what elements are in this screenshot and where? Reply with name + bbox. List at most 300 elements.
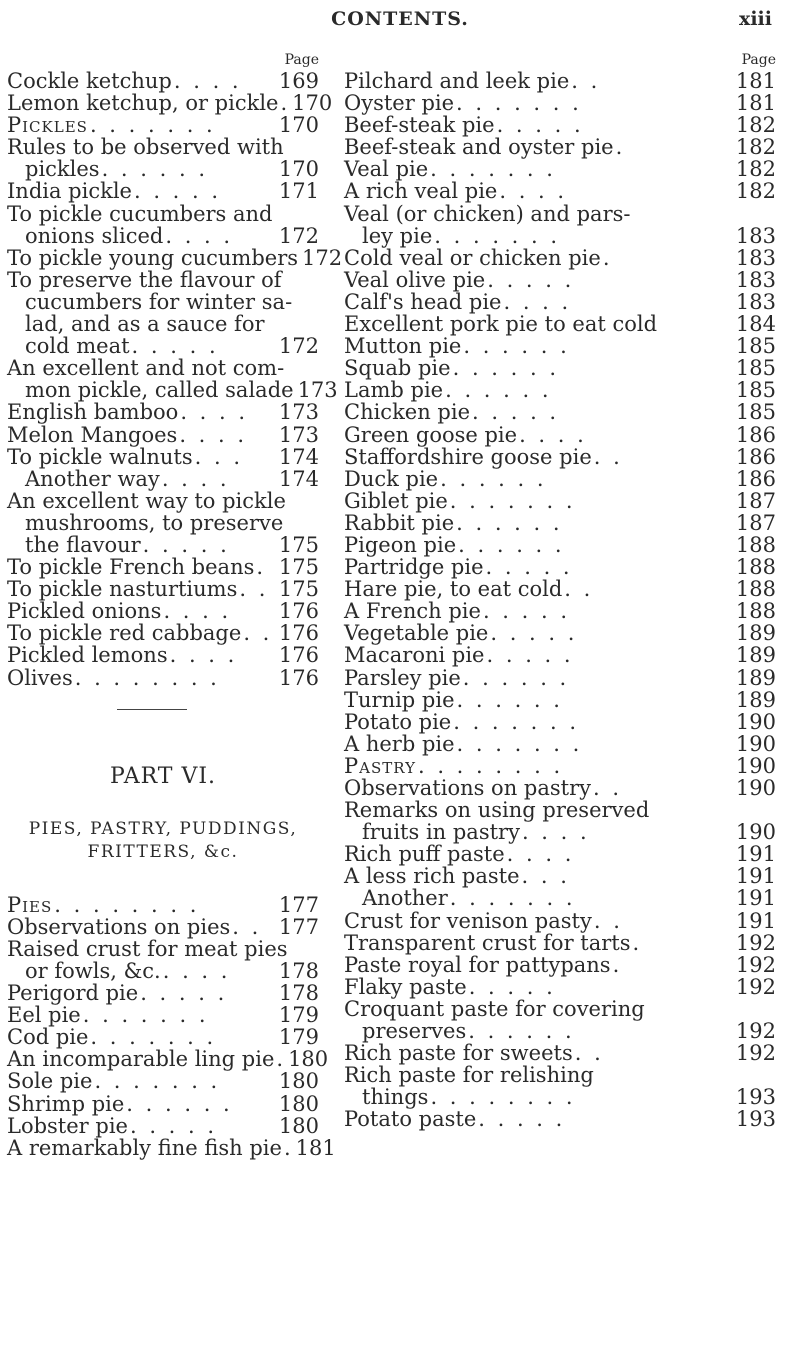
toc-entry-title: Melon Mangoes — [7, 422, 178, 447]
leader-dots: . . . — [194, 444, 244, 469]
toc-page-number: 173 — [278, 400, 319, 425]
toc-entry — [7, 401, 319, 423]
toc-entry-row — [344, 667, 776, 689]
toc-entry-row — [7, 225, 319, 247]
leader-dots: . — [632, 930, 643, 955]
toc-page-number: 177 — [278, 892, 319, 917]
toc-entry-row — [344, 1042, 776, 1064]
toc-page-number: 171 — [278, 179, 319, 204]
toc-page-number: 174 — [278, 444, 319, 469]
part-subtitle — [7, 818, 319, 864]
toc-entry-row — [344, 600, 776, 622]
toc-page-number: 190 — [735, 820, 776, 845]
toc-entry — [344, 313, 776, 335]
leader-dots: . . . . . . . — [453, 709, 580, 734]
toc-entry-row — [344, 821, 776, 843]
left-column — [7, 50, 343, 1160]
leader-dots: . . . . — [519, 422, 587, 447]
toc-entry — [344, 335, 776, 357]
toc-entry-row — [344, 910, 776, 932]
toc-entry-row — [7, 468, 319, 490]
toc-list-pies-pastry — [344, 70, 776, 1131]
toc-entry-title: Paste royal for pattypans — [344, 952, 611, 977]
toc-entry — [7, 269, 319, 357]
toc-page-number: 188 — [735, 599, 776, 624]
toc-entry — [7, 556, 319, 578]
toc-entry-row — [344, 976, 776, 998]
toc-entry-line: Raised crust for meat pies — [7, 936, 288, 961]
toc-entry — [344, 1108, 776, 1130]
toc-entry-title: Cod pie — [7, 1025, 89, 1050]
toc-entry — [7, 916, 319, 938]
toc-entry-row — [344, 424, 776, 446]
toc-entry-row — [344, 291, 776, 313]
toc-entry-row — [344, 777, 776, 799]
toc-entry — [344, 910, 776, 932]
toc-page-number: 182 — [735, 113, 776, 138]
leader-dots: . . . . — [169, 643, 238, 668]
toc-page-number: 189 — [735, 687, 776, 712]
toc-page-number: 191 — [735, 908, 776, 933]
leader-dots: . . . . . . . — [430, 157, 556, 182]
toc-entry-row — [7, 70, 319, 92]
leader-dots: . . . . . — [142, 532, 230, 557]
toc-entry — [7, 114, 319, 136]
toc-entry — [7, 982, 319, 1004]
toc-entry-row — [344, 512, 776, 534]
toc-entry-row — [344, 1086, 776, 1108]
leader-dots: . . . . . — [131, 334, 219, 359]
toc-entry-title: Sole pie — [7, 1069, 93, 1094]
toc-entry — [7, 644, 319, 666]
leader-dots: . . . . — [161, 466, 230, 491]
toc-entry-row — [344, 269, 776, 291]
toc-entry-title: Transparent crust for tarts — [344, 930, 631, 955]
toc-entry — [344, 622, 776, 644]
leader-dots: . . . . . . . — [94, 1069, 221, 1094]
toc-entry — [7, 1047, 329, 1072]
toc-entry-line: An excellent and not com- — [7, 356, 285, 381]
toc-entry-title: Mutton pie — [344, 334, 462, 359]
toc-page-number: 176 — [278, 621, 319, 646]
leader-dots: . — [612, 952, 623, 977]
toc-entry-row — [7, 335, 319, 357]
toc-entry-title: Rabbit pie — [344, 510, 455, 535]
toc-entry — [7, 1026, 319, 1048]
toc-entry-title: pickles — [25, 157, 100, 182]
leader-dots: . . . . . . . . — [417, 753, 564, 778]
toc-entry — [7, 245, 343, 270]
toc-entry — [344, 490, 776, 512]
toc-entry-row — [344, 92, 776, 114]
toc-entry-title: Pickled onions — [7, 599, 162, 624]
toc-page-number: 183 — [735, 289, 776, 314]
toc-entry-title: Olives — [7, 665, 73, 690]
toc-entry-row — [344, 843, 776, 865]
toc-page-number: 188 — [735, 555, 776, 580]
toc-entry-line: An excellent way to pickle — [7, 488, 286, 513]
toc-entry-title: Green goose pie — [344, 422, 518, 447]
page-column-heading: Page — [741, 52, 776, 68]
toc-entry-row — [344, 622, 776, 644]
toc-entry-title: Crust for venison pasty — [344, 908, 592, 933]
toc-entry-title: Partridge pie — [344, 555, 484, 580]
toc-entry — [344, 1064, 776, 1108]
toc-entry-row — [344, 70, 776, 92]
toc-entry — [7, 490, 319, 556]
toc-entry-row — [344, 556, 776, 578]
toc-entry-title: Oyster pie — [344, 91, 455, 116]
toc-entry-row — [344, 379, 776, 401]
leader-dots: . . . . . — [485, 555, 573, 580]
toc-page-number: 181 — [735, 91, 776, 116]
toc-entry — [344, 114, 776, 136]
leader-dots: . — [276, 1047, 287, 1072]
toc-entry — [344, 711, 776, 733]
toc-entry-title: or fowls, &c. — [25, 959, 161, 983]
toc-page-number: 173 — [297, 378, 338, 403]
leader-dots: . . — [232, 914, 262, 939]
toc-entry-row — [7, 982, 319, 1004]
toc-entry-line: To preserve the flavour of — [7, 267, 282, 292]
toc-entry-row — [344, 313, 776, 335]
toc-page-number: 192 — [735, 952, 776, 977]
toc-entry — [344, 1042, 776, 1064]
toc-entry-row — [344, 711, 776, 733]
toc-entry — [344, 424, 776, 446]
toc-entry-title: A herb pie — [344, 731, 455, 756]
toc-entry — [344, 644, 776, 666]
toc-entry-row — [344, 446, 776, 468]
toc-entry-row — [7, 1047, 329, 1072]
toc-page-number: 189 — [735, 621, 776, 646]
toc-page-number: 182 — [735, 135, 776, 160]
toc-entry-row — [7, 644, 319, 666]
toc-entry — [344, 799, 776, 843]
toc-entry — [344, 512, 776, 534]
leader-dots: . . . . . — [486, 643, 574, 668]
toc-page-number: 187 — [735, 488, 776, 513]
toc-entry-row — [7, 556, 319, 578]
toc-entry-title: Pickled lemons — [7, 643, 168, 668]
leader-dots: . . . . . . — [101, 157, 209, 182]
toc-entry-title: Calf's head pie — [344, 289, 502, 314]
toc-entry-row — [344, 689, 776, 711]
toc-page-number: 188 — [735, 577, 776, 602]
toc-page-number: 192 — [735, 1019, 776, 1044]
toc-entry-title: Giblet pie — [344, 488, 448, 513]
toc-entry-title: preserves — [362, 1019, 467, 1044]
toc-entry-title: Potato pie — [344, 709, 452, 734]
toc-entry-row — [344, 335, 776, 357]
toc-entry — [7, 424, 319, 446]
toc-entry-title: onions sliced — [25, 223, 164, 248]
toc-entry-row — [344, 887, 776, 909]
toc-entry-title: mon pickle, called salade — [25, 378, 294, 403]
leader-dots: . . . . . . — [456, 510, 563, 535]
toc-page-number: 191 — [735, 864, 776, 889]
toc-entry — [7, 1070, 319, 1092]
leader-dots: . . . . . . — [126, 1091, 233, 1116]
leader-dots: . . . . . — [133, 179, 222, 204]
toc-entry-title: Rich paste for sweets — [344, 1041, 573, 1066]
toc-entry-row — [7, 622, 319, 644]
toc-entry-title: the flavour — [25, 532, 141, 557]
toc-entry — [344, 578, 776, 600]
toc-entry-title: Vegetable pie — [344, 621, 489, 646]
toc-entry — [344, 755, 776, 777]
toc-entry — [7, 938, 319, 982]
toc-entry-row — [344, 1108, 776, 1130]
toc-page-number: 174 — [278, 466, 319, 491]
toc-entry — [344, 976, 776, 998]
toc-page-number: 188 — [735, 532, 776, 557]
toc-page-number: 172 — [278, 223, 319, 248]
leader-dots: . . — [593, 908, 623, 933]
toc-entry-title: Excellent pork pie to eat cold — [344, 312, 658, 337]
leader-dots: . . . . . . . — [90, 1025, 217, 1050]
leader-dots: . . . . — [173, 69, 242, 93]
leader-dots: . . . . . . — [458, 532, 565, 557]
toc-entry-row — [344, 490, 776, 512]
toc-entry-title: Observations on pastry — [344, 776, 591, 800]
toc-page-number: 175 — [278, 577, 319, 602]
toc-entry-title: Lobster pie — [7, 1113, 128, 1138]
toc-entry-row — [7, 446, 319, 468]
part-subtitle-line: FRITTERS, &c. — [87, 841, 239, 862]
toc-entry-title: Pigeon pie — [344, 532, 457, 557]
leader-dots: . . . . . — [472, 400, 560, 425]
toc-entry-row — [7, 1070, 319, 1092]
toc-page-number: 190 — [735, 709, 776, 734]
toc-entry-row — [344, 954, 776, 976]
toc-entry — [7, 667, 319, 689]
leader-dots: . . . . . . — [463, 334, 570, 359]
toc-page-number: 186 — [735, 466, 776, 491]
leader-dots: . . . . — [179, 422, 248, 447]
toc-entry-title: A less rich paste — [344, 864, 520, 889]
leader-dots: . . . . — [506, 842, 575, 867]
toc-entry-row — [344, 114, 776, 136]
toc-page-number: 180 — [278, 1091, 319, 1116]
toc-entry-row — [7, 1115, 319, 1137]
toc-entry — [344, 180, 776, 202]
toc-entry — [344, 379, 776, 401]
toc-page-number: 193 — [735, 1107, 776, 1132]
toc-page-number: 181 — [735, 69, 776, 93]
toc-page-number: 182 — [735, 157, 776, 182]
toc-entry-line: Rules to be observed with — [7, 135, 284, 160]
toc-entry-title: Pies — [7, 892, 53, 917]
toc-entry-title: India pickle — [7, 179, 132, 204]
toc-entry — [344, 247, 776, 269]
toc-entry-title: Flaky paste — [344, 974, 467, 999]
part-title: PART VI. — [109, 763, 217, 789]
toc-page-number: 169 — [278, 69, 319, 93]
toc-page-number: 173 — [278, 422, 319, 447]
toc-entry-line: Rich paste for relishing — [344, 1063, 594, 1088]
toc-page-number: 185 — [735, 356, 776, 381]
toc-entry-title: things — [362, 1085, 429, 1110]
leader-dots: . . . . — [503, 289, 572, 314]
toc-entry — [344, 733, 776, 755]
toc-entry-row — [344, 644, 776, 666]
toc-entry — [344, 70, 776, 92]
toc-entry-row — [344, 136, 776, 158]
toc-entry-title: To pickle young cucumbers — [7, 245, 299, 270]
toc-entry-row — [7, 245, 343, 270]
toc-entry — [344, 689, 776, 711]
toc-entry — [344, 843, 776, 865]
toc-entry-row — [7, 578, 319, 600]
toc-page-number: 170 — [278, 157, 319, 182]
toc-entry-line: cucumbers for winter sa- — [25, 289, 293, 314]
toc-entry-row — [344, 578, 776, 600]
leader-dots: . . . . . — [129, 1113, 218, 1138]
toc-page-number: 190 — [735, 731, 776, 756]
part-subtitle-line: PIES, PASTRY, PUDDINGS, — [28, 818, 298, 839]
leader-dots: . . . . . . . — [82, 1003, 209, 1028]
toc-entry-title: To pickle walnuts — [7, 444, 193, 469]
leader-dots: . . . . . — [468, 974, 556, 999]
leader-dots: . — [280, 91, 291, 116]
leader-dots: . . — [593, 776, 623, 800]
toc-page-number: 183 — [735, 267, 776, 292]
toc-entry-row — [344, 733, 776, 755]
page-column-heading: Page — [284, 52, 319, 68]
toc-entry — [7, 468, 319, 490]
toc-page-number: 178 — [278, 959, 319, 983]
toc-entry-row — [344, 932, 776, 954]
leader-dots: . . . . . . . . — [54, 892, 200, 917]
toc-entry-row — [344, 225, 776, 247]
toc-entry-row — [7, 180, 319, 202]
toc-entry-row — [344, 1020, 776, 1042]
toc-entry-title: Turnip pie — [344, 687, 455, 712]
leader-dots: . . . . — [499, 179, 568, 204]
toc-page-number: 175 — [278, 555, 319, 580]
toc-entry-row — [344, 468, 776, 490]
toc-page-number: 189 — [735, 665, 776, 690]
toc-entry — [344, 158, 776, 180]
toc-entry-title: Chicken pie — [344, 400, 471, 425]
toc-entry — [7, 894, 319, 916]
toc-entry — [7, 446, 319, 468]
toc-entry — [7, 70, 319, 92]
toc-entry-title: Observations on pies — [7, 914, 231, 939]
toc-page-number: 179 — [278, 1003, 319, 1028]
toc-entry-title: Cold veal or chicken pie — [344, 245, 601, 270]
toc-entry-title: cold meat — [25, 334, 130, 359]
page-number: xiii — [739, 8, 772, 30]
toc-page-number: 187 — [735, 510, 776, 535]
leader-dots: . . . . — [180, 400, 249, 425]
toc-page-number: 193 — [735, 1085, 776, 1110]
toc-page-number: 182 — [735, 179, 776, 204]
toc-entry-title: Squab pie — [344, 356, 451, 381]
leader-dots: . — [283, 1135, 294, 1160]
toc-entry-title: A rich veal pie — [344, 179, 498, 204]
toc-entry-row — [7, 158, 319, 180]
leader-dots: . . . . . . . — [89, 113, 216, 138]
toc-page-number: 192 — [735, 974, 776, 999]
toc-entry — [7, 180, 319, 202]
leader-dots: . . . . . . . . — [74, 665, 220, 690]
toc-entry-row — [7, 1004, 319, 1026]
leader-dots: . . . . — [162, 959, 231, 983]
toc-entry-row — [7, 534, 319, 556]
toc-page-number: 176 — [278, 665, 319, 690]
toc-entry-title: An incomparable ling pie — [7, 1047, 275, 1072]
toc-entry-title: Beef-steak and oyster pie — [344, 135, 614, 160]
toc-entry-line: Croquant paste for covering — [344, 996, 645, 1021]
toc-entry — [344, 136, 776, 158]
toc-entry-title: Staffordshire goose pie — [344, 444, 592, 469]
toc-entry — [7, 136, 319, 180]
leader-dots: . . — [574, 1041, 604, 1066]
toc-entry-row — [344, 247, 776, 269]
toc-list-pies — [7, 892, 336, 1160]
section-divider — [117, 709, 187, 710]
leader-dots: . . . . . . — [456, 687, 563, 712]
leader-dots: . . . . . . . — [449, 886, 576, 911]
toc-entry — [344, 954, 776, 976]
leader-dots: . . . . . . — [440, 466, 547, 491]
toc-entry — [344, 468, 776, 490]
toc-entry-row — [7, 1093, 319, 1115]
toc-page-number: 190 — [735, 776, 776, 800]
toc-entry-title: Lamb pie — [344, 378, 444, 403]
toc-entry — [344, 534, 776, 556]
toc-entry — [344, 667, 776, 689]
toc-page-number: 180 — [278, 1113, 319, 1138]
toc-entry — [7, 600, 319, 622]
toc-entry-row — [7, 91, 333, 116]
toc-entry-title: fruits in pastry — [362, 820, 520, 845]
toc-entry — [7, 1004, 319, 1026]
toc-page-number: 170 — [292, 91, 333, 116]
toc-entry-title: Another way — [25, 466, 160, 491]
toc-entry-row — [344, 180, 776, 202]
toc-page-number: 192 — [735, 1041, 776, 1066]
leader-dots: . . . . . — [482, 599, 571, 624]
toc-entry-title: Duck pie — [344, 466, 439, 491]
toc-page-number: 185 — [735, 378, 776, 403]
toc-entry-title: English bamboo — [7, 400, 179, 425]
toc-entry-title: A French pie — [344, 599, 481, 624]
leader-dots: . . . . . . — [445, 378, 552, 403]
toc-page-number: 185 — [735, 334, 776, 359]
toc-entry-row — [7, 114, 319, 136]
toc-page-number: 175 — [278, 532, 319, 557]
toc-entry — [7, 622, 319, 644]
toc-page-number: 176 — [278, 643, 319, 668]
toc-entry-title: Shrimp pie — [7, 1091, 125, 1116]
leader-dots: . . . — [521, 864, 570, 889]
toc-entry — [344, 998, 776, 1042]
running-title: CONTENTS. — [331, 8, 469, 30]
toc-entry-row — [7, 424, 319, 446]
toc-entry-title: Veal olive pie — [344, 267, 486, 292]
toc-entry-line: Veal (or chicken) and pars- — [344, 201, 631, 226]
toc-entry — [7, 578, 319, 600]
toc-page-number: 184 — [735, 312, 776, 337]
toc-entry — [344, 600, 776, 622]
toc-entry-title: Lemon ketchup, or pickle — [7, 91, 279, 116]
leader-dots: . . — [571, 69, 601, 93]
leader-dots: . . . . . . — [452, 356, 560, 381]
leader-dots: . — [256, 555, 267, 580]
